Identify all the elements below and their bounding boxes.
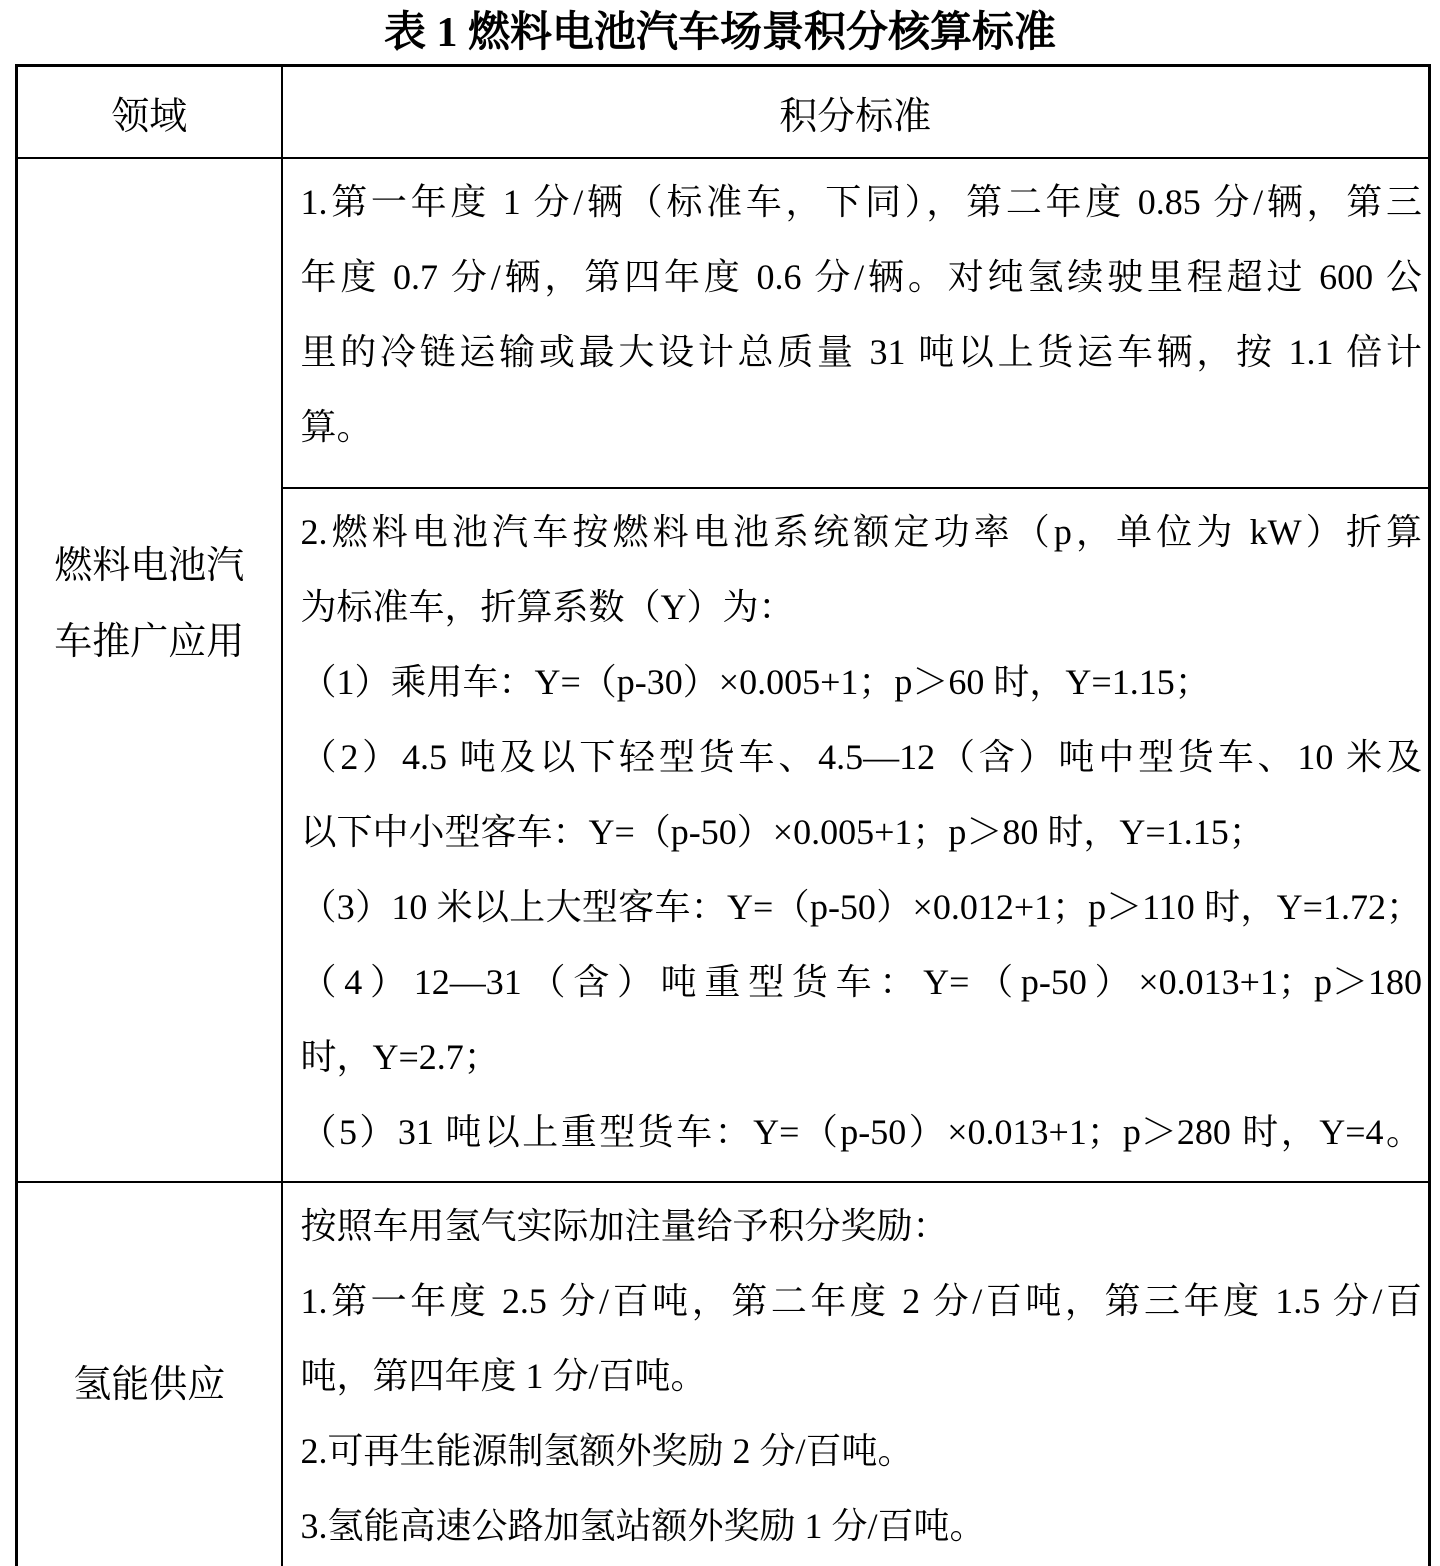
cell-per-vehicle-credit-rule — [282, 158, 1430, 488]
text-line: （1）乘用车：Y=（p-30）×0.005+1；p＞60 时，Y=1.15； — [300, 662, 1211, 702]
text-line: 以下中小型客车：Y=（p-50）×0.005+1；p＞80 时，Y=1.15； — [300, 812, 1265, 852]
text-line: 2.可再生能源制氢额外奖励 2 分/百吨。 — [300, 1431, 914, 1471]
text-line: 为标准车，折算系数（Y）为： — [300, 587, 795, 627]
text-line: 1.第一年度 1 分/辆（标准车，下同），第二年度 0.85 分/辆，第三 — [300, 182, 1422, 222]
domain-cell-hydrogen-supply — [17, 1182, 282, 1566]
text-line: 吨，第四年度 1 分/百吨。 — [300, 1356, 707, 1396]
text-line: 3.氢能高速公路加氢站额外奖励 1 分/百吨。 — [300, 1506, 986, 1546]
domain-label-hydrogen-supply: 氢能供应 — [73, 1363, 226, 1406]
text-line: 里的冷链运输或最大设计总质量 31 吨以上货运车辆，按 1.1 倍计 — [300, 332, 1422, 372]
text-line: （4）12—31（含）吨重型货车：Y=（p-50）×0.013+1；p＞180 — [300, 962, 1422, 1002]
document-page — [0, 4, 1440, 1566]
header-row — [17, 66, 1430, 159]
domain-label-fcv-promotion: 燃料电池汽车推广应用 — [54, 545, 245, 663]
text-line: 按照车用氢气实际加注量给予积分奖励： — [300, 1206, 949, 1246]
text-line: （5）31 吨以上重型货车：Y=（p-50）×0.013+1；p＞280 时，Y=4。 — [300, 1112, 1422, 1152]
row-hydrogen-supply — [17, 1182, 1430, 1566]
text-line: （2）4.5 吨及以下轻型货车、4.5—12（含）吨中型货车、10 米及 — [300, 737, 1422, 777]
cell-power-conversion-rule — [282, 488, 1430, 1182]
text-line: 算。 — [300, 407, 373, 447]
header-cell-standard: 积分标准 — [282, 66, 1430, 159]
domain-cell-fcv-promotion — [17, 158, 282, 1182]
credit-standards-table — [15, 64, 1431, 1566]
row-fcv-promotion-part1 — [17, 158, 1430, 488]
cell-hydrogen-credit-rule — [282, 1182, 1430, 1566]
header-cell-domain: 领域 — [17, 66, 282, 159]
table-title: 表 1 燃料电池汽车场景积分核算标准 — [383, 10, 1056, 56]
text-line: 年度 0.7 分/辆，第四年度 0.6 分/辆。对纯氢续驶里程超过 600 公 — [300, 257, 1422, 297]
text-line: 2.燃料电池汽车按燃料电池系统额定功率（p，单位为 kW）折算 — [300, 512, 1422, 552]
text-line: （3）10 米以上大型客车：Y=（p-50）×0.012+1；p＞110 时，Y=1.72； — [300, 887, 1422, 927]
text-line: 1.第一年度 2.5 分/百吨，第二年度 2 分/百吨，第三年度 1.5 分/百 — [300, 1281, 1422, 1321]
text-line: 时，Y=2.7； — [300, 1037, 500, 1077]
